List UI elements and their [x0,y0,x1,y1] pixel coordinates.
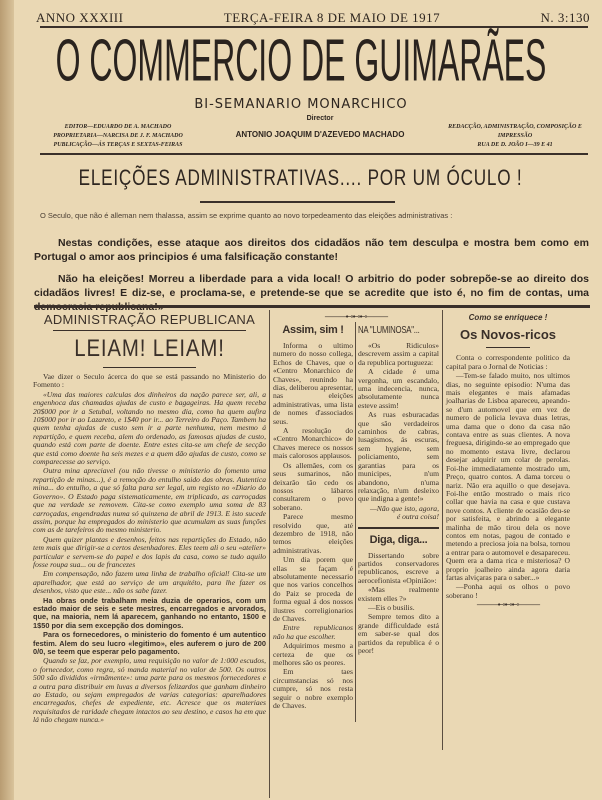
article-paragraph: «Mas realmente existem elles ?» [358,585,439,603]
ornament-divider: ———⊷⊷⊷——— [476,600,540,610]
article-paragraph: As ruas esburacadas que são verdadeiros caminhos de cabras, lusagismos, ás escuras, sem hygiene, sem policiamento, sem garantias para os municipes, n'um abandono, n'uma relaxação, n'um desleixo que indigna a gente!» [358,410,439,504]
article-paragraph: Em taes circumstancias só nos cumpre, só nos resta seguir o nobre exemplo de Chaves. [273,667,353,711]
director-name: ANTONIO JOAQUIM D'AZEVEDO MACHADO [235,130,405,139]
article-paragraph: Adquirimos mesmo a certeza de que os melhores são os peores. [273,641,353,668]
article-paragraph: «Os Ridiculos» descrevem assim a capital da republica portugueza: [358,341,439,367]
issue-date: TERÇA-FEIRA 8 DE MAIO DE 1917 [223,10,441,25]
meta-publication: PUBLICAÇÃO—ÁS TERÇAS E SEXTAS-FEIRAS [53,142,183,148]
article-paragraph: Em compensação, não fazem uma linha de trabalho oficial! Cita-se um aparelhador, que está ao serviço de um arquitéto, para lhe fazer os desenhos, visto que este... não os sabe fazer. [33,569,266,596]
director-label: Director [306,115,334,122]
lead-intro: O Seculo, que não é alleman nem thalassa, assim se exprime quanto ao novo torpedeamento das eleições administrativas : [40,211,453,220]
column-administracao [33,312,266,726]
issue-number: N. 3:130 [540,10,590,25]
lead-paragraph: Nestas condições, esse ataque aos direitos dos cidadãos não tem desculpa e mostra bem como em Portugal o amor aos principios é uma falsificação constante! [34,237,589,263]
article-paragraph: Quem quizer plantas e desenhos, feitos nas repartições do Estado, não tem mais que dirigir-se a certos desenhadores. Eles teem ali o seu «atelier» particular e servem-se do papel e dos lapis da casa, como se tudo aquilo fosse roupa sua... ou de francezes [33,534,266,569]
masthead-topline [36,6,590,26]
article-paragraph: —Tem-se falado muito, nos ultimos dias, no seguinte episodio: N'uma das mais elegantes e mais afamadas joalharias de Lisboa apareceu, apeando-se d'um automovel que em vez de numero de policia levava duas letras, uma dama que o dono da casa não contava entre as suas clientes. A nova freguesa, dirigindo-se ao empregado que no momento estava livre, declarou desejar adquirir um colar de perolas. Foi-lhe immediatamente mostrado um, Preço, quatro contos. A dama torceu o nariz. Não era aquillo o que desejava. Foi-lhe então mostrado o mais rico collar que havia na casa e que custava nove contos. A cliente de ocasião deu-se por satisfeita, e abrindo a elegante malinha de mão tirou dela os nove contos em notas, pagou de contado e metendo a preciosa joia na bolsa, tornou a entrar para o automovel e desapareceu. Quem era a dama rica e misteriosa? O proprio joalheiro ainda agora daria fartas alviçaras para o saber...» [446,371,570,582]
column-na-luminosa [358,324,439,656]
page-binding-edge [0,0,14,800]
article-paragraph: Informa o ultimo numero do nosso collega, Echos de Chaves, que o «Centro Monarchico de Chaves», reunindo ha dias, deliberou apresentar, nas eleições administrativas, uma lista de nomes d'associados seus. [273,341,353,426]
article-paragraph: —Não que isto, agora, é outra coisa! [370,503,439,522]
article-headline: Diga, diga... [369,533,428,546]
article-headline: NA "LUMINOSA"... [358,325,420,336]
ornament-divider: ———⊷⊷⊷——— [324,312,388,321]
newspaper-title-block [0,26,602,94]
article-paragraph: «Uma das maiores calculas dos dinheiros da nação parece ser, ali, a engenhoca das chamadas ajudas de custo e bagageiras. Ha quem receba 20$000 por ir a Setubal, voltando no mesmo dia, como ha quem aufira 10$000 por ir ao Lazareto, e 1$40 por ir... ao Terreiro do Paço. Tambem ha quem tenha ajudas de custo sem ir a parte nenhuma, nem mesmo á repartição, e quem receba, alem do ordenado, as famosas ajudas de custo, quando está com parte de doente. Entre estes cita-se um chefe de secção que está como doente ha seis mezes e a quem dão ajudas de custo, como se comparecesse ao serviço. [33,389,266,467]
article-paragraph: Outra mina apreciavel (ou não tivesse o ministerio do fomento uma repartição de minas...), é a remoção do entulho saido das obras. Autentica mina... do entulho, a que só falta para ser legal, um registo no «Diario do Governo». O Estado paga sistematicamente, em triplicado, as carroçadas que na verdade se removem. Cita-se como exemplo uma soma de 83 carroçadas, engendradas numa só quinzena de abril de 1913. E isto sucede assim, porque ha empregados do ministerio que acumulam as suas funções com as de tarefeiros do mesmo ministerio. [33,466,266,535]
article-paragraph: Para os fornecedores, o ministerio do fomento é um autentico festim. Alem do seu lucro «legitimo», eles auferem o juro de 200 0/0, se teem que esperar pelo pagamento. [33,630,266,656]
article-headline: LEIAM! LEIAM! [74,335,225,362]
newspaper-subtitle: BI-SEMANARIO MONARCHICO [194,97,408,112]
divider [34,305,590,308]
article-paragraph: Ha obras onde trabalham meia duzia de operarios, com um estado maior de seis e sete mestres, encarregados e arvorados, que, na maioria, nem lá aparecem, ganhando no entanto, 1$00 e 1$50 por dia sem excepção dos domingos. [33,595,266,630]
article-paragraph: Um dia porem que ellas se façam é absolutamente necessario que nos varios concelhos do Paiz se proceda de forma egual á dos nossos ilustres correligionarios de Chaves. [273,555,353,623]
article-paragraph: Dissertando sobre partidos conservadores republicanos, escreve a aerocefionista «Opinião»: [358,550,439,585]
divider [200,201,395,203]
article-paragraph: Entre republicanos não ha que escolher. [273,623,353,641]
left-meta [38,123,198,150]
article-kicker: ADMINISTRAÇÃO REPUBLICANA [43,312,256,327]
meta-owner: PROPRIETARIA—NARCISA DE J. F. MACHADO [53,133,183,139]
article-paragraph: —Ponha aqui os olhos o povo soberano ! [446,582,570,600]
article-paragraph: Quando se faz, por exemplo, uma requisição no valor de 1:000 escudos, o fornecedor, como regra, só manda material no valor de 500. Os outros 500 são divididos «irmãmente»: uma parte para os mesmos fornecedores e a outra para distribuir em luvas a diversos felizardos que ganham dinheiro ao Estado, ou sejam empregados de varias categorias: aparelhadores encarregados, chefes de expediente, etc. Acresce que os materiaes requisitados de raridade chegam intactos ao seu destino, e casos ha em que lá não chegam nunca.» [33,656,266,725]
article-paragraph: Vae dizer o Seculo ácerca do que se está passando no Ministerio do Fomento : [33,372,266,390]
meta-office: REDACÇÃO, ADMINISTRAÇÃO, COMPOSIÇÃO E [448,124,582,130]
divider [40,153,588,155]
meta-address: RUA DE D. JOÃO I—39 E 41 [477,142,553,148]
column-rule [269,310,270,798]
article-headline: Assim, sim ! [282,324,344,336]
meta-printing: IMPRESSÃO [497,133,533,139]
column-rule [442,310,443,750]
article-paragraph: A resolução do «Centro Monarchico» de Chaves merece os nossos mais calorosos applausos. [273,426,353,461]
article-kicker: Como se enriquece ! [468,313,548,322]
right-meta [440,123,590,150]
column-assim-sim [273,324,353,711]
director-block [205,115,435,139]
article-paragraph: A cidade é uma vergonha, um escandalo, uma indecencia, nunca, absolutamente nunca esteve assim! [358,367,439,410]
article-paragraph: Os allemães, com os seus sumarinos, não deixarão tão cedo os nossos lábaros consultarem o povo soberano. [273,460,353,512]
column-novos-ricos [446,314,570,610]
article-paragraph: Parece mesmo resolvido que, até dezembro de 1918, não temos eleições administrativas. [273,512,353,555]
meta-editor: EDITOR—EDUARDO DE A. MACHADO [64,124,172,130]
article-paragraph: Sempre temos dito a grande difficuldade está em saber-se qual dos partidos da republica é o peor! [358,612,439,655]
lead-headline: ELEIÇÕES ADMINISTRATIVAS.... POR UM ÓCULO ! [79,165,523,190]
newspaper-title: O COMMERCIO DE GUIMARÃES [55,26,547,94]
year: ANNO XXXIII [36,10,124,25]
lead-paragraph: Não ha eleições! Morreu a liberdade para a vida local! O arbitrio do poder sobrepõe-se ao direito dos cidadãos livres! E diz-se, e proclama-se, e pretende-se que se acredite que isto é, no fim de contas, uma [34,273,589,299]
column-rule [355,322,356,722]
article-paragraph: —Eis o busilis. [368,602,415,612]
lead-headline-block [0,164,602,192]
article-headline: Os Novos-ricos [459,327,557,343]
article-paragraph: Conta o correspondente politico da capital para o Jornal de Noticias : [446,353,570,371]
